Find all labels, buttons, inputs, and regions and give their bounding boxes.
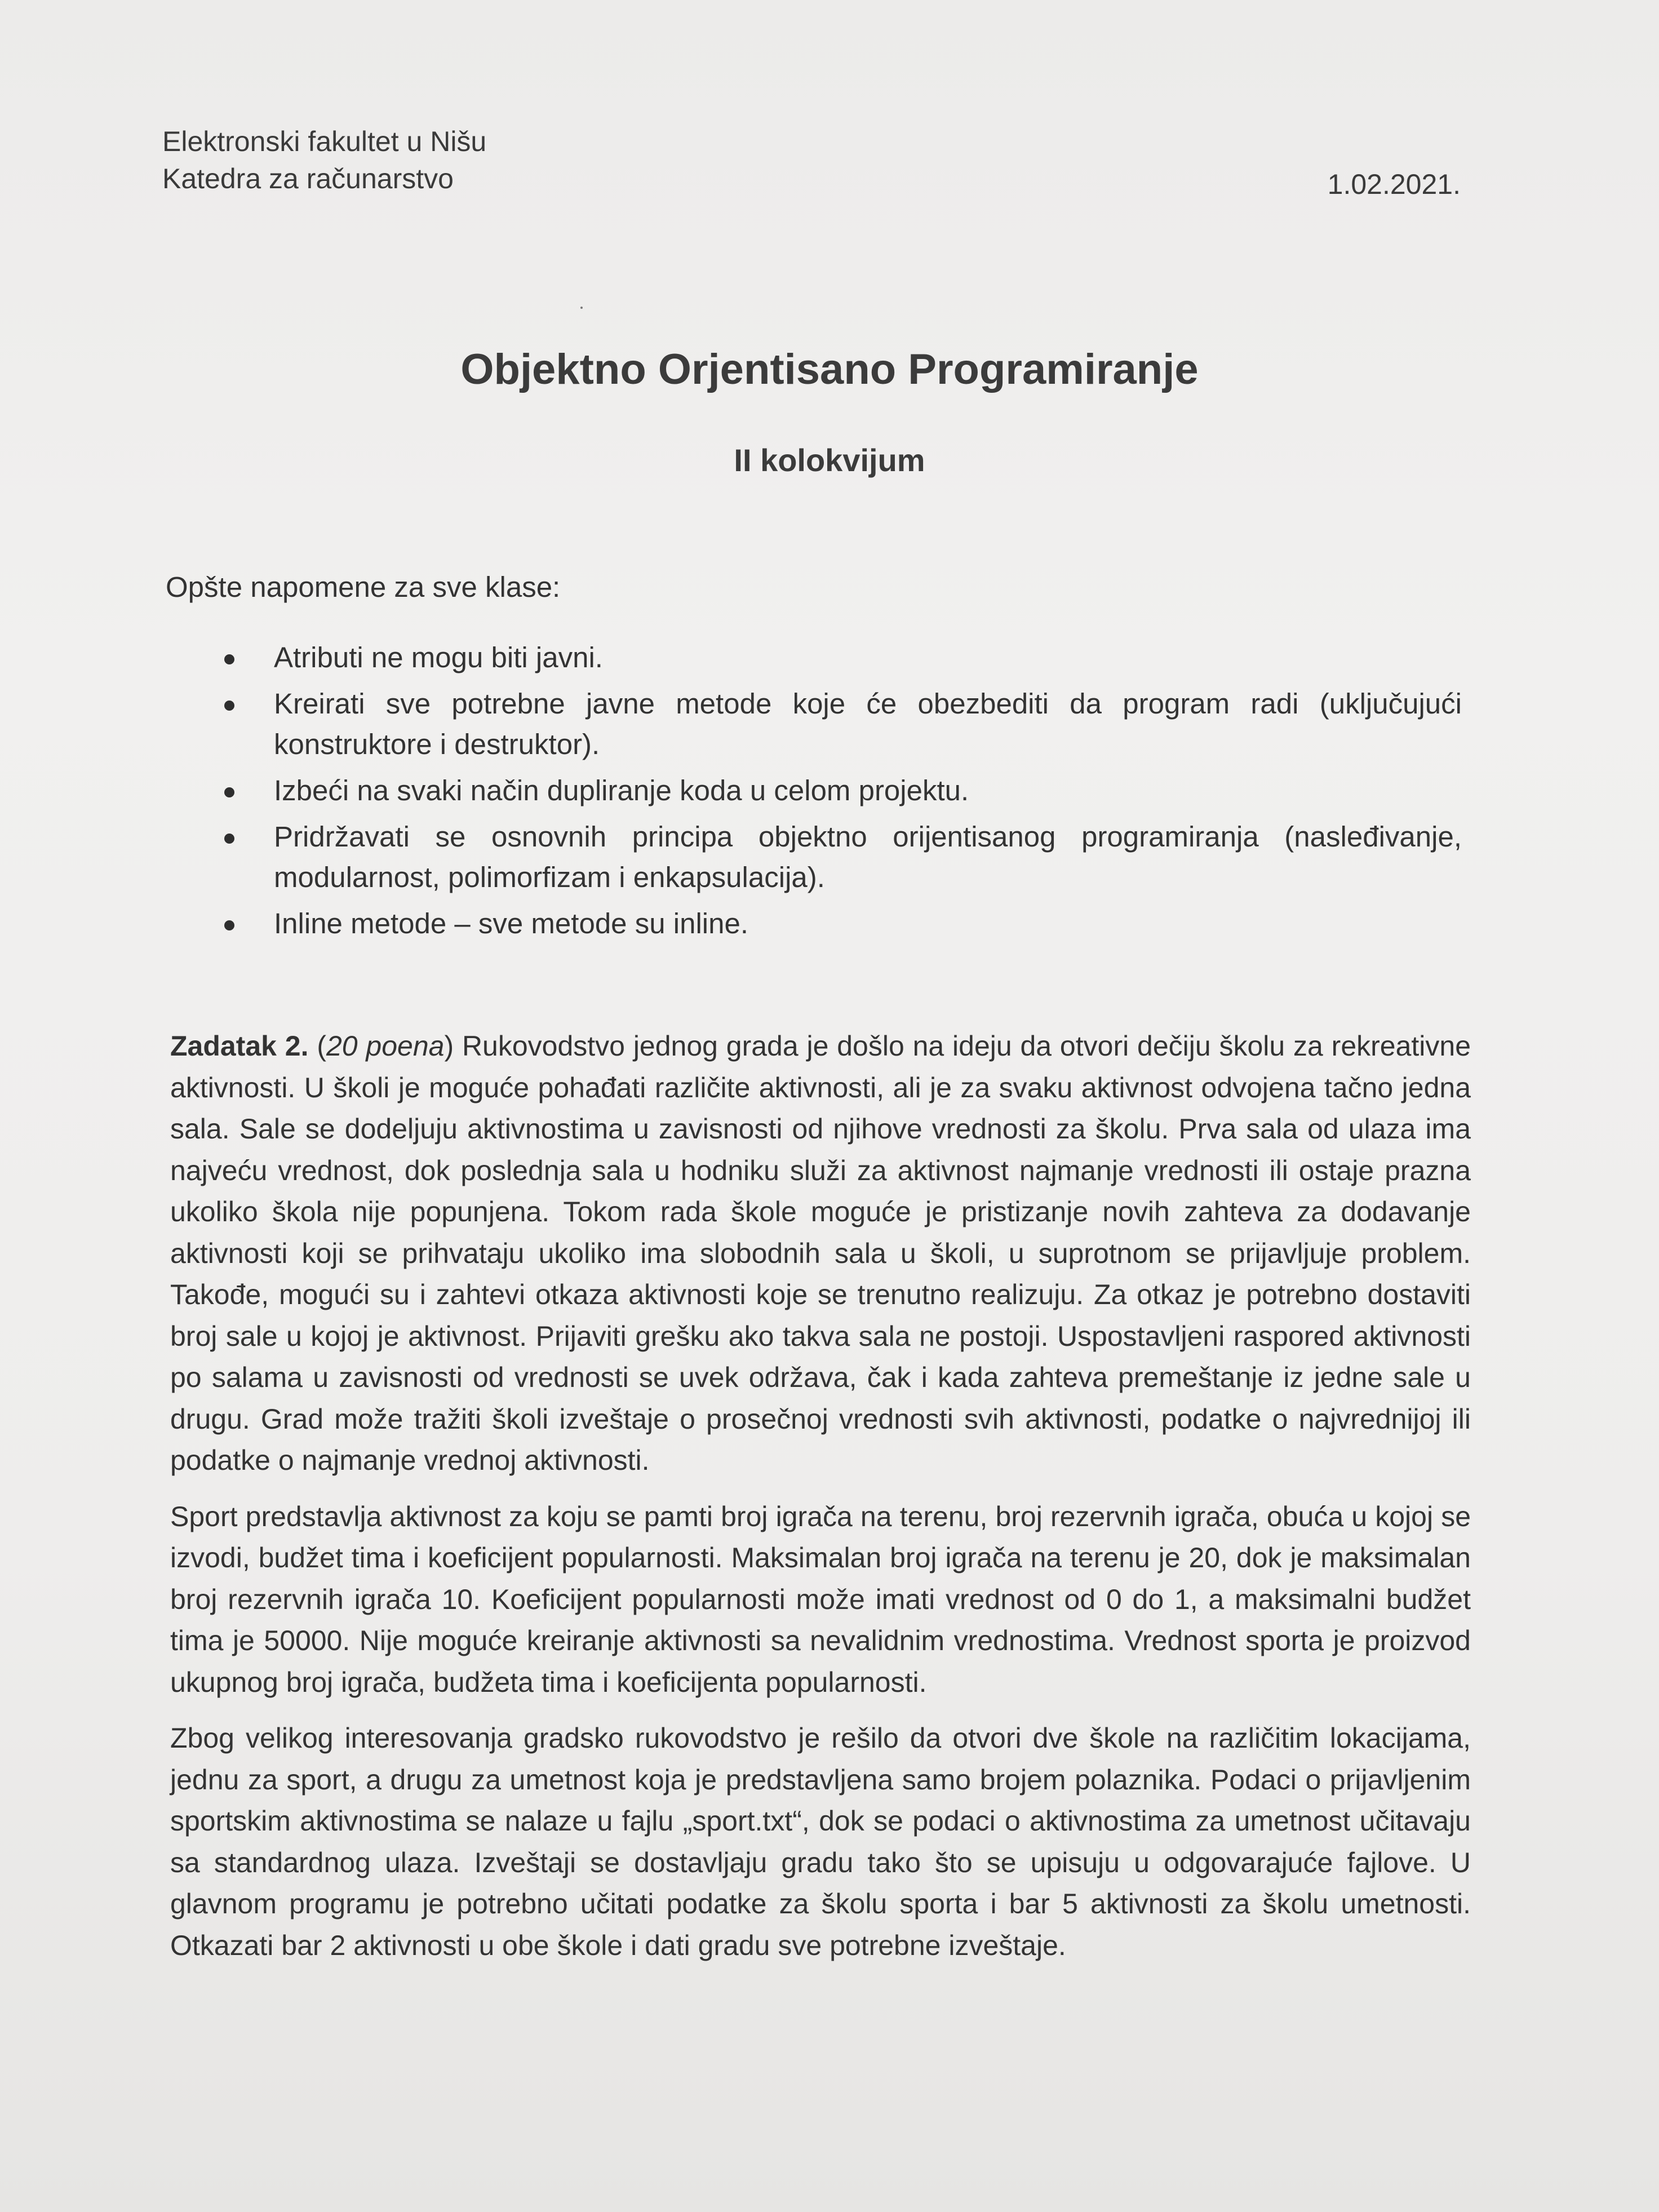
task-points: 20 poena	[326, 1030, 445, 1062]
list-item	[166, 817, 1462, 898]
list-item	[166, 684, 1462, 765]
list-item-text: Atributi ne mogu biti javni.	[274, 641, 603, 673]
document-header	[162, 123, 486, 197]
document-date: 1.02.2021.	[1327, 169, 1461, 200]
institution-name: Elektronski fakultet u Nišu	[162, 126, 487, 157]
task-section	[170, 1026, 1471, 1981]
task-close-paren: )	[444, 1030, 454, 1062]
bullet-icon	[224, 787, 234, 797]
list-item-text: Kreirati sve potrebne javne metode koje će obezbediti da program radi (uključujući konstruktore i destruktor).	[274, 688, 1462, 760]
list-item	[166, 770, 1462, 811]
list-item-text: Izbeći na svaki način dupliranje koda u celom projektu.	[274, 774, 969, 806]
document-subtitle: II kolokvijum	[734, 442, 925, 478]
bullet-icon	[224, 920, 234, 930]
bullet-icon	[224, 834, 234, 844]
task-paragraph-3: Zbog velikog interesovanja gradsko rukovodstvo je rešilo da otvori dve škole na različitim lokacijama, jednu za sport, a drugu za umetnost koja je predstavljena samo brojem polaznika. Podaci o prijavljenim sportskim aktivnostima se nalaze u fajlu „sport.txt“, dok se podaci o aktivnostima za umetnost učitavaju sa standardnog ulaza. Izveštaji se dostavljaju gradu tako što se upisuju u odgovarajuće fajlove. U glavnom programu je potrebno učitati podatke za školu sporta i bar 5 aktivnosti za školu umetnosti. Otkazati bar 2 aktivnosti u obe škole i dati gradu sve potrebne izveštaje.	[170, 1722, 1471, 1961]
notes-intro: Opšte napomene za sve klase:	[166, 571, 561, 603]
notes-list	[166, 637, 1462, 944]
list-item-text: Inline metode – sve metode su inline.	[274, 907, 748, 939]
document-title: Objektno Orjentisano Programiranje	[460, 345, 1199, 393]
task-paragraph-1	[170, 1026, 1471, 1482]
general-notes	[166, 570, 1462, 950]
task-label: Zadatak 2.	[170, 1030, 309, 1062]
bullet-icon	[224, 654, 234, 664]
task-paragraph-2: Sport predstavlja aktivnost za koju se pamti broj igrača na terenu, broj rezervnih igrača, obuća u kojoj se izvodi, budžet tima i koeficijent popularnosti. Maksimalan broj igrača na terenu je 20, dok je maksimalan broj rezervnih igrača 10. Koeficijent popularnosti može imati vrednost od 0 do 1, a maksimalni budžet tima je 50000. Nije moguće kreiranje aktivnosti sa nevalidnim vrednostima. Vrednost sporta je proizvod ukupnog broj igrača, budžeta tima i koeficijenta popularnosti.	[170, 1500, 1471, 1698]
task-open-paren: (	[308, 1030, 326, 1062]
bullet-icon	[224, 701, 234, 711]
list-item	[166, 903, 1462, 944]
list-item-text: Pridržavati se osnovnih principa objektno orijentisanog programiranja (nasleđivanje, modularnost, polimorfizam i enkapsulacija).	[274, 821, 1462, 893]
task-paragraph-1-text: Rukovodstvo jednog grada je došlo na ideju da otvori dečiju školu za rekreativne aktivnosti. U školi je moguće pohađati različite aktivnosti, ali je za svaku aktivnost odvojena tačno jedna sala. Sale se dodeljuju aktivnostima u zavisnosti od njihove vrednosti za školu. Prva sala od ulaza ima najveću vrednost, dok poslednja sala u hodniku služi za aktivnost najmanje vrednosti ili ostaje prazna ukoliko škola nije popunjena. Tokom rada škole moguće je pristizanje novih zahteva za dodavanje aktivnosti koji se prihvataju ukoliko ima slobodnih sala u školi, u suprotnom se prijavljuje problem. Takođe, mogući su i zahtevi otkaza aktivnosti koje se trenutno realizuju. Za otkaz je potrebno dostaviti broj sale u kojoj je aktivnost. Prijaviti grešku ako takva sala ne postoji. Uspostavljeni raspored aktivnosti po salama u zavisnosti od vrednosti se uvek održava, čak i kada zahteva premeštanje iz jedne sale u drugu. Grad može tražiti školi izveštaje o prosečnoj vrednosti svih aktivnosti, podatke o najvrednijoj ili podatke o najmanje vrednoj aktivnosti.	[170, 1030, 1471, 1476]
department-name: Katedra za računarstvo	[162, 163, 454, 194]
list-item	[166, 637, 1462, 678]
paper-speck	[580, 307, 583, 309]
